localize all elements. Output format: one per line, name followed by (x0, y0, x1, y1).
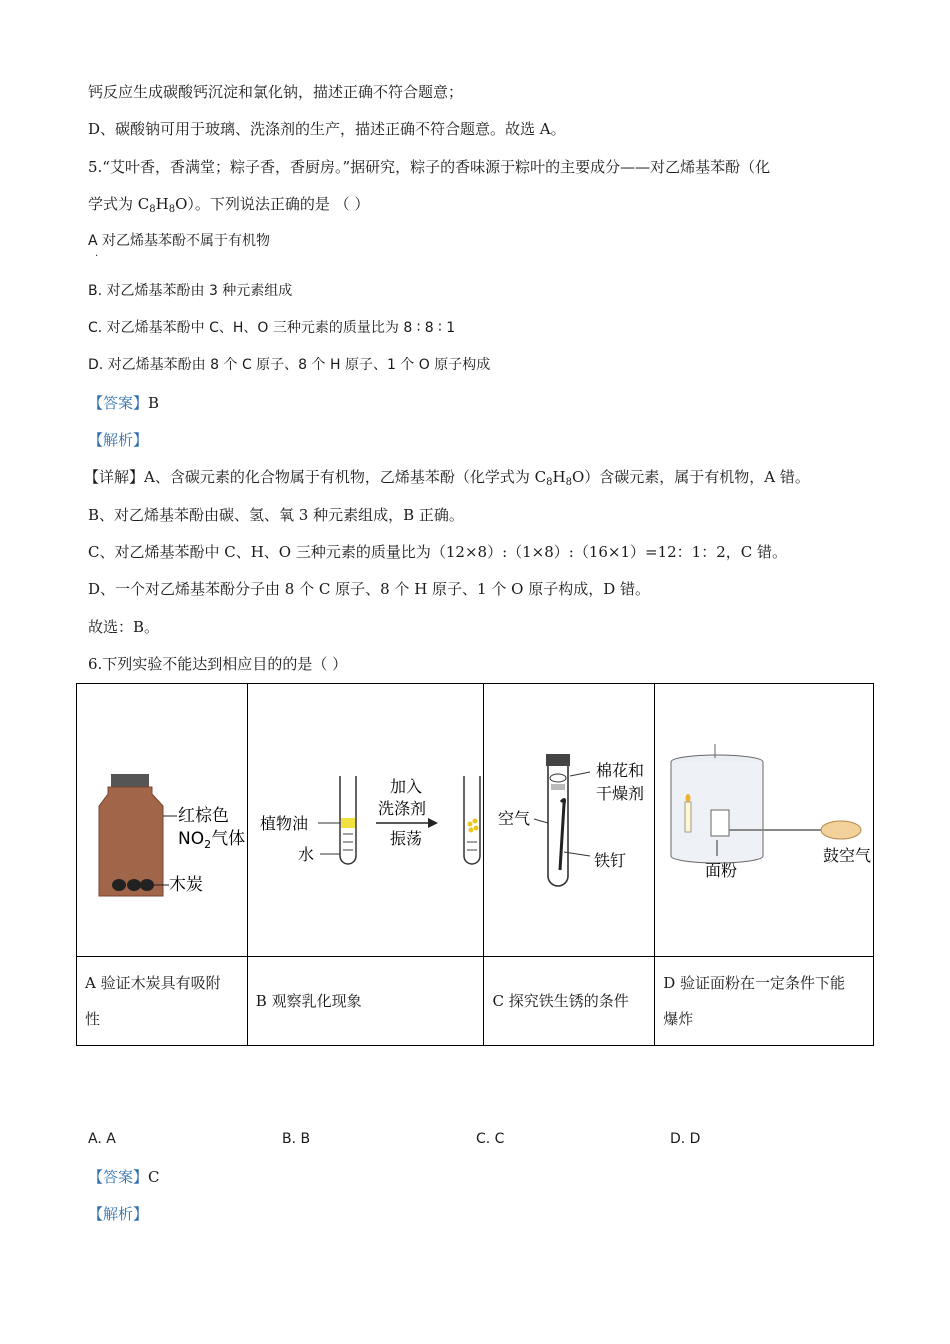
no2-text: NO (178, 829, 205, 849)
label-red-brown: 红棕色 (178, 806, 229, 826)
detail-line-1 (84, 467, 810, 487)
question-5-stem-cont (88, 194, 369, 214)
detail-text: A、含碳元素的化合物属于有机物，乙烯基苯酚（化学式为 C (144, 468, 547, 486)
label-shake: 振荡 (389, 829, 422, 848)
stem-text: H (155, 195, 169, 213)
detail-text: O）含碳元素，属于有机物，A 错。 (571, 468, 810, 486)
label-no2 (178, 829, 245, 851)
q6-option-c: C. C (476, 1131, 505, 1147)
test-tube-2 (464, 776, 480, 864)
figure-a-bottle (77, 684, 247, 956)
label-detergent: 洗涤剂 (377, 799, 426, 818)
emulsion-drop (472, 819, 477, 824)
no2-sub: 2 (204, 838, 212, 851)
caption-a (77, 957, 248, 1046)
answer-tag: 【答案】 (88, 1168, 149, 1186)
flame (686, 794, 691, 802)
subscript: 8 (149, 204, 156, 215)
detail-line-2: B、对乙烯基苯酚由碳、氢、氧 3 种元素组成，B 正确。 (88, 506, 464, 524)
detail-line-4: D、一个对乙烯基苯酚分子由 8 个 C 原子、8 个 H 原子、1 个 O 原子构成，D 错。 (88, 580, 650, 598)
subscript: 8 (546, 477, 553, 488)
figure-d-can (655, 684, 873, 956)
q6-answer-line (88, 1167, 160, 1187)
subscript: 8 (168, 204, 176, 215)
oil-layer (341, 818, 355, 828)
option-a: A 对乙烯基苯酚不属于有机物 (88, 233, 271, 249)
q6-option-d: D. D (670, 1131, 701, 1147)
charcoal (127, 879, 141, 891)
answer-value: C (148, 1168, 160, 1186)
subscript: 8 (565, 477, 572, 488)
label-charcoal: 木炭 (169, 875, 203, 895)
flour-cup (711, 810, 729, 836)
experiment-table (76, 683, 874, 1046)
caption-text: 爆炸 (663, 1010, 694, 1028)
detail-text: H (552, 468, 566, 486)
label-desiccant: 干燥剂 (596, 784, 645, 803)
question-5-stem: 5.“艾叶香，香满堂；粽子香，香厨房。”据研究，粽子的香味源于粽叶的主要成分——对乙烯基苯酚（化 (88, 158, 771, 176)
label-vegetable-oil: 植物油 (259, 814, 308, 833)
caption-c: C 探究铁生锈的条件 (484, 957, 655, 1046)
arrow-head (428, 818, 438, 828)
desiccant (551, 784, 565, 790)
q6-analysis-tag: 【解析】 (88, 1205, 149, 1223)
detail-tag: 【详解】 (84, 468, 145, 486)
option-c: C. 对乙烯基苯酚中 C、H、O 三种元素的质量比为 8 ∶ 8 ∶ 1 (88, 320, 456, 336)
label-water: 水 (297, 845, 314, 864)
caption-d (655, 957, 874, 1046)
answer-value: B (148, 394, 160, 412)
stem-text: O）。下列说法正确的是 （ ） (175, 195, 370, 213)
choose-line: 故选：B。 (88, 618, 160, 636)
option-b: B. 对乙烯基苯酚由 3 种元素组成 (88, 283, 293, 299)
text-line: D、碳酸钠可用于玻璃、洗涤剂的生产，描述正确不符合题意。故选 A。 (88, 120, 566, 138)
figure-c-cell (484, 684, 655, 957)
dot-mark: · (95, 251, 99, 262)
answer-line (88, 393, 159, 413)
iron-nail (560, 799, 565, 870)
stopper (546, 754, 570, 766)
label-cotton: 棉花和 (596, 761, 645, 780)
question-6-stem: 6.下列实验不能达到相应目的的是（ ） (88, 655, 348, 673)
caption-text: D 验证面粉在一定条件下能 (663, 974, 846, 992)
analysis-tag: 【解析】 (88, 431, 149, 449)
emulsion-drop (473, 826, 478, 831)
figure-b-cell (247, 684, 484, 957)
detail-line-3: C、对乙烯基苯酚中 C、H、O 三种元素的质量比为（12×8）:（1×8）:（16×1）=12：1：2，C 错。 (88, 543, 788, 561)
emulsion-drop (467, 822, 472, 827)
bottle-cap (111, 774, 149, 787)
figure-c-tube (484, 684, 654, 956)
pointer-line (570, 772, 590, 776)
air-bulb (821, 821, 861, 839)
label-air: 空气 (498, 809, 531, 828)
pointer-line (534, 819, 548, 823)
charcoal (112, 879, 126, 891)
option-d: D. 对乙烯基苯酚由 8 个 C 原子、8 个 H 原子、1 个 O 原子构成 (88, 357, 491, 373)
figure-b-tubes (248, 684, 484, 956)
figure-d-cell (655, 684, 874, 957)
label-blow-air: 鼓空气 (823, 846, 872, 865)
label-flour: 面粉 (705, 861, 738, 880)
cotton (550, 774, 566, 782)
stem-text: 学式为 C (88, 195, 150, 213)
label-nail: 铁钉 (594, 851, 627, 870)
caption-b: B 观察乳化现象 (247, 957, 484, 1046)
q6-option-a: A. A (88, 1131, 116, 1147)
text-line: 钙反应生成碳酸钙沉淀和氯化钠，描述正确不符合题意； (88, 83, 464, 101)
charcoal (140, 879, 154, 891)
caption-text: A 验证木炭具有吸附 (85, 974, 221, 992)
answer-tag: 【答案】 (88, 394, 149, 412)
emulsion-drop (468, 828, 473, 833)
figure-a-cell (77, 684, 248, 957)
gas-text: 气体 (211, 829, 246, 849)
label-add: 加入 (389, 777, 422, 796)
candle (685, 802, 691, 832)
caption-text: 性 (85, 1010, 101, 1028)
q6-option-b: B. B (282, 1131, 311, 1147)
